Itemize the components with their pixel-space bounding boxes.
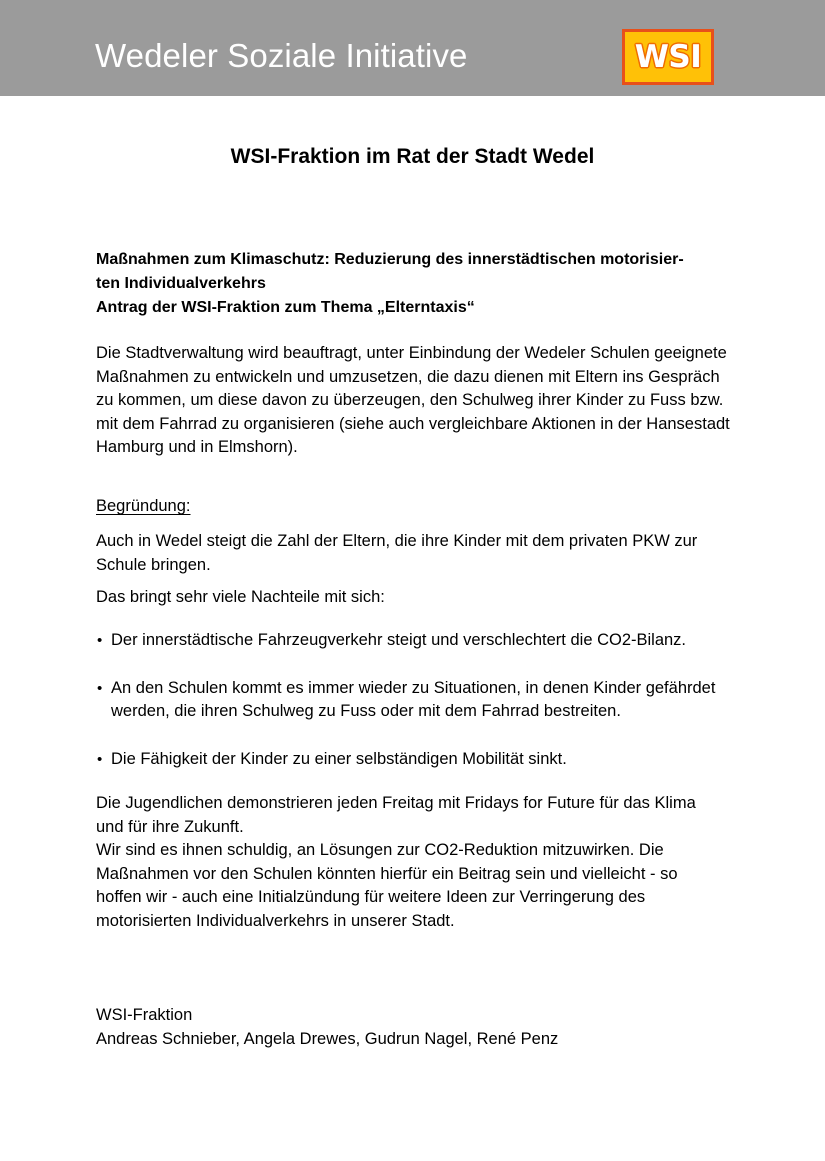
reason-paragraph-1: Auch in Wedel steigt die Zahl der Eltern, die ihre Kinder mit dem privaten PKW zur Schule bringen. <box>96 532 698 574</box>
subject-line-1: Maßnahmen zum Klimaschutz: Reduzierung des innerstädtischen motorisier- <box>96 251 684 268</box>
signature-block <box>96 1004 736 1051</box>
signature-group: WSI-Fraktion <box>96 1006 193 1024</box>
page-title: WSI-Fraktion im Rat der Stadt Wedel <box>230 145 595 168</box>
wsi-logo <box>622 29 714 85</box>
reason-heading: Begründung: <box>96 497 191 515</box>
signature-names: Andreas Schnieber, Angela Drewes, Gudrun Nagel, René Penz <box>96 1029 559 1048</box>
list-item: • An den Schulen kommt es immer wieder zu Situationen, in denen Kinder gefährdet werden, die ihren Schulweg zu Fuss oder mit dem Fahrrad bestreiten. <box>96 677 736 724</box>
page-header-band <box>0 0 825 96</box>
list-item: • Der innerstädtische Fahrzeugverkehr steigt und verschlechtert die CO2-Bilanz. <box>96 629 736 653</box>
closing-paragraph-1: Die Jugendlichen demonstrieren jeden Freitag mit Fridays for Future für das Klima und für ihre Zukunft. <box>96 794 696 836</box>
disadvantages-list <box>96 629 736 771</box>
subject-heading <box>96 248 736 320</box>
intro-paragraph: Die Stadtverwaltung wird beauftragt, unter Einbindung der Wedeler Schulen geeignete Maßnahmen zu entwickeln und umzusetzen, die dazu dienen mit Eltern ins Gespräch zu kommen, um diese davon zu überzeugen, den Schulweg ihrer Kinder zu Fuss bzw. mit dem Fahrrad zu organisieren (siehe auch vergleichbare Aktionen in der Hansestadt Hamburg und in Elmshorn). <box>96 344 730 456</box>
closing-paragraph-2: Wir sind es ihnen schuldig, an Lösungen zur CO2-Reduktion mitzuwirken. Die Maßnahmen vor den Schulen könnten hierfür ein Beitrag sein und vielleicht - so hoffen wir - auch eine Initialzündung für weitere Ideen zur Verringerung des motorisierten Individualverkehrs in unserer Stadt. <box>96 841 678 930</box>
organization-title: Wedeler Soziale Initiative <box>95 37 468 74</box>
wsi-logo-text: WSI <box>634 38 702 75</box>
reason-paragraph-2: Das bringt sehr viele Nachteile mit sich: <box>96 588 385 606</box>
document-body <box>0 96 825 1048</box>
subject-line-3: Antrag der WSI-Fraktion zum Thema „Elterntaxis“ <box>96 299 475 316</box>
list-item: • Die Fähigkeit der Kinder zu einer selbständigen Mobilität sinkt. <box>96 748 736 772</box>
subject-line-2: ten Individualverkehrs <box>96 275 266 292</box>
